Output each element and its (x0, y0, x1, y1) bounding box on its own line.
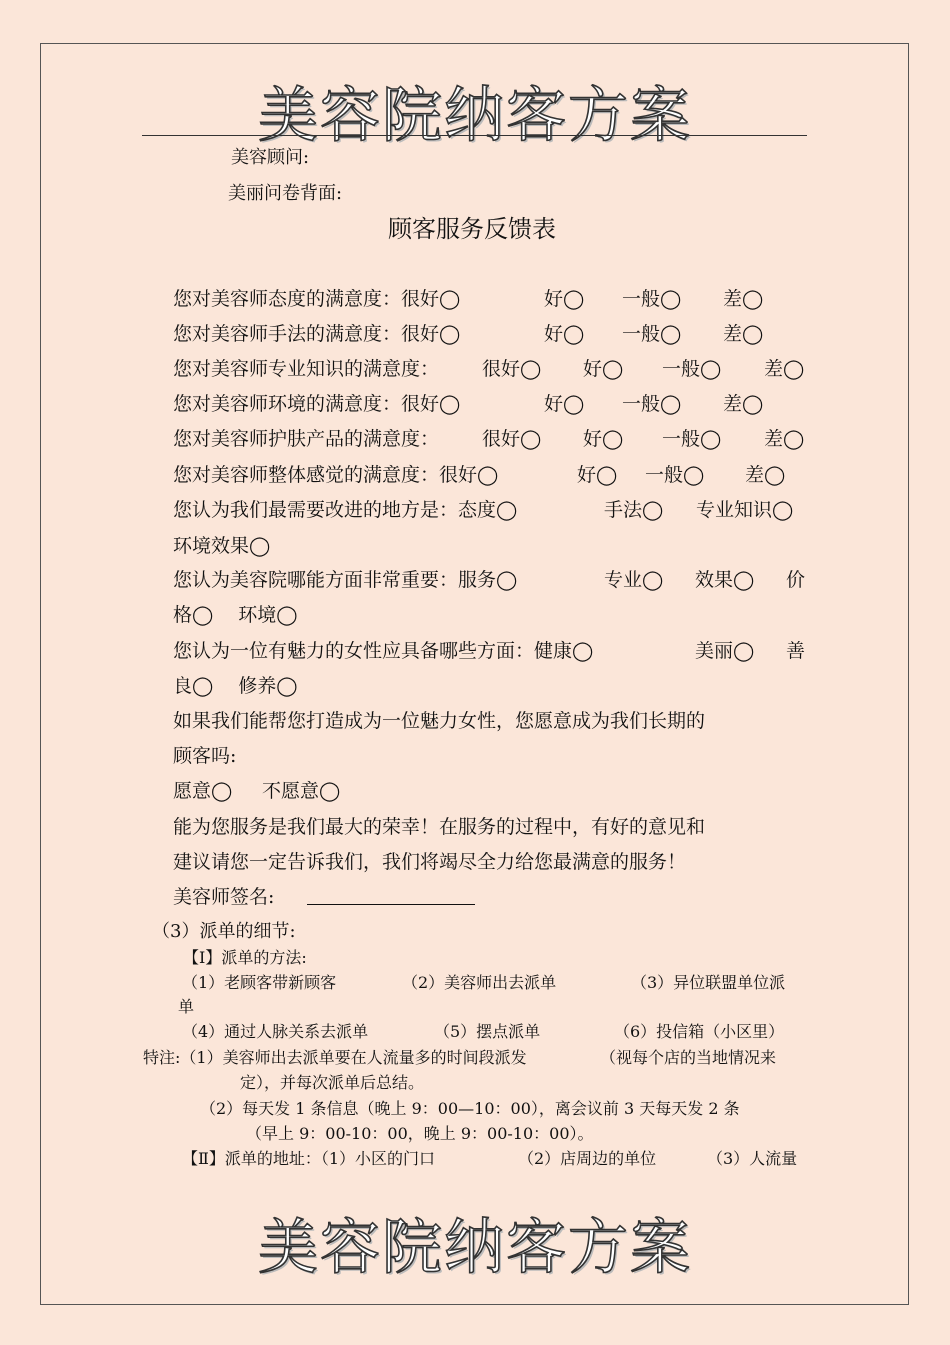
option-poor[interactable]: 差◯ (723, 288, 764, 310)
method-6: （6）投信箱（小区里） (614, 1022, 785, 1041)
option-good[interactable]: 好◯ (544, 393, 585, 415)
footer-title: 美容院纳客方案 (258, 1213, 692, 1283)
method-3-cont: 单 (178, 997, 195, 1016)
signature-field[interactable] (307, 904, 475, 905)
option-poor[interactable]: 差◯ (723, 323, 764, 345)
note-1: 特注:（1）美容师出去派单要在人流量多的时间段派发 (143, 1048, 527, 1067)
option-very-good[interactable]: 很好◯ (482, 358, 542, 380)
note-2: （2）每天发 1 条信息（晚上 9：00—10：00），离会议前 3 天每天发 2 条 (200, 1099, 740, 1118)
option-knowledge[interactable]: 专业知识◯ (696, 499, 794, 521)
address-heading: 【Ⅱ】派单的地址：（1）小区的门口 (182, 1149, 436, 1168)
signature-label: 美容师签名: (173, 886, 275, 908)
option-average[interactable]: 一般◯ (622, 323, 682, 345)
question-important: 您认为美容院哪能方面非常重要：服务◯ (173, 569, 518, 591)
option-good[interactable]: 好◯ (583, 358, 624, 380)
option-price-start: 价 (786, 569, 806, 591)
option-good[interactable]: 好◯ (577, 464, 618, 486)
note-1-b: （视每个店的当地情况来 (600, 1048, 777, 1067)
form-title: 顾客服务反馈表 (388, 215, 556, 243)
option-good[interactable]: 好◯ (583, 428, 624, 450)
method-5: （5）摆点派单 (434, 1022, 541, 1041)
option-poor[interactable]: 差◯ (764, 358, 805, 380)
title-divider (142, 135, 807, 136)
question-improve: 您认为我们最需要改进的地方是：态度◯ (173, 499, 518, 521)
details-heading: （3）派单的细节: (152, 921, 296, 942)
question-technique: 您对美容师手法的满意度：很好◯ (173, 323, 461, 345)
method-2: （2）美容师出去派单 (402, 973, 557, 992)
option-kind-start: 善 (786, 640, 806, 662)
option-poor[interactable]: 差◯ (745, 464, 786, 486)
question-environment: 您对美容师环境的满意度：很好◯ (173, 393, 461, 415)
option-environment-effect[interactable]: 环境效果◯ (173, 535, 271, 557)
question-attitude: 您对美容师态度的满意度：很好◯ (173, 288, 461, 310)
option-average[interactable]: 一般◯ (622, 288, 682, 310)
note-2-b: （早上 9：00-10：00，晚上 9：00-10：00）。 (246, 1124, 594, 1143)
address-3: （3）人流量 (707, 1149, 798, 1168)
option-poor[interactable]: 差◯ (723, 393, 764, 415)
option-average[interactable]: 一般◯ (662, 428, 722, 450)
options-price-environment[interactable]: 格◯ 环境◯ (173, 604, 298, 626)
question-products: 您对美容师护肤产品的满意度： (173, 428, 440, 450)
note-1-c: 定），并每次派单后总结。 (240, 1073, 425, 1092)
back-label: 美丽问卷背面: (228, 183, 343, 204)
thanks-line-1: 能为您服务是我们最大的荣幸！在服务的过程中，有好的意见和 (173, 816, 706, 838)
question-charm: 您认为一位有魅力的女性应具备哪些方面：健康◯ (173, 640, 594, 662)
consultant-label: 美容顾问: (231, 147, 310, 168)
option-average[interactable]: 一般◯ (645, 464, 705, 486)
option-effect[interactable]: 效果◯ (695, 569, 755, 591)
option-very-good[interactable]: 很好◯ (482, 428, 542, 450)
method-1: （1）老顾客带新顾客 (182, 973, 337, 992)
method-heading: 【Ⅰ】派单的方法: (183, 948, 307, 967)
question-long-term-cont: 顾客吗: (173, 745, 237, 767)
option-unwilling[interactable]: 不愿意◯ (262, 780, 341, 802)
option-good[interactable]: 好◯ (544, 323, 585, 345)
thanks-line-2: 建议请您一定告诉我们，我们将竭尽全力给您最满意的服务！ (173, 851, 687, 873)
option-good[interactable]: 好◯ (544, 288, 585, 310)
option-willing[interactable]: 愿意◯ (173, 780, 233, 802)
option-average[interactable]: 一般◯ (662, 358, 722, 380)
option-technique[interactable]: 手法◯ (604, 499, 664, 521)
address-2: （2）店周边的单位 (518, 1149, 657, 1168)
option-beauty[interactable]: 美丽◯ (695, 640, 755, 662)
method-4: （4）通过人脉关系去派单 (182, 1022, 369, 1041)
option-poor[interactable]: 差◯ (764, 428, 805, 450)
method-3: （3）异位联盟单位派 (631, 973, 786, 992)
question-knowledge: 您对美容师专业知识的满意度： (173, 358, 440, 380)
header-title: 美容院纳客方案 (258, 81, 692, 151)
option-average[interactable]: 一般◯ (622, 393, 682, 415)
question-overall: 您对美容师整体感觉的满意度：很好◯ (173, 464, 499, 486)
question-long-term: 如果我们能帮您打造成为一位魅力女性，您愿意成为我们长期的 (173, 710, 706, 732)
option-professional[interactable]: 专业◯ (604, 569, 664, 591)
options-kind-cultivation[interactable]: 良◯ 修养◯ (173, 675, 298, 697)
